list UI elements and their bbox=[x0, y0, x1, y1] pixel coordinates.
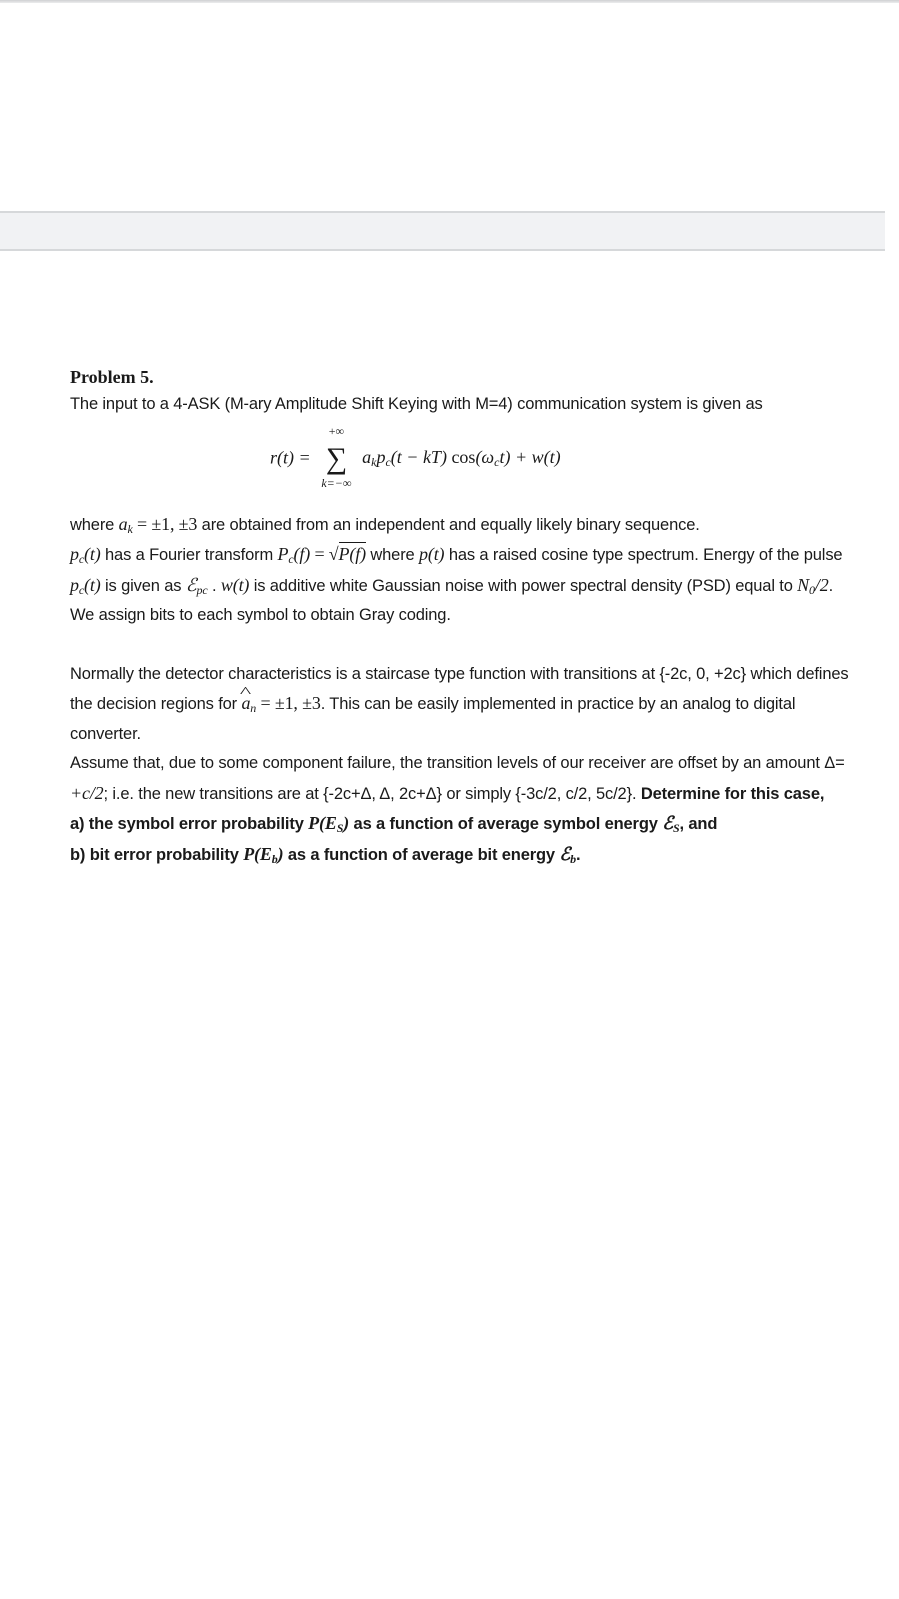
pulse-energy: ℰ$_{pc}$ bbox=[185, 574, 208, 597]
summation: +∞ ∑ k=−∞ bbox=[321, 423, 352, 490]
problem-intro: The input to a 4-ASK (M-ary Amplitude Shift Keying with M=4) communication system is given as bbox=[70, 395, 763, 413]
problem-title: Problem 5. bbox=[70, 367, 154, 387]
received-signal-equation bbox=[70, 420, 870, 510]
paragraph-detector: Normally the detector characteristics is a staircase type function with transitions at {-2c, 0, +2c} which defines the decision regions for ^ $a_n = \pm 1$, ±3. This can be easily implemented in practice by an analog to digital converter. Assume that, due to some component failure, the transition levels of our receiver are offset by an amount Δ= +c/2; i.e. the new transitions are at {-2c+Δ, Δ, 2c+Δ} or simply {-3c/2, c/2, 5c/2}. Determine for this case, a) the symbol error probability $P(E_S)$ as a function of average symbol energy ℰ$_S$, and b) bit error probability $P(E_b)$ as a function of average bit energy ℰ$_b$. bbox=[70, 660, 870, 871]
question-b: b) bit error probability $P(E_b)$ as a function of average bit energy ℰ$_b$. bbox=[70, 843, 581, 866]
paragraph-definitions: where $a_k = \pm 1$, ±3 are obtained from an independent and equally likely binary sequence. $p_c(t)$ has a Fourier transform $P_c(f) = √P(f)$ where p(t) has a raised cosine type spectrum. Energy of the pulse $p_c(t)$ is given as ℰ$_{pc}$ . w(t) is additive white Gaussian noise with power spectral density (PSD) equal to $N_0/2$. We assign bits to each symbol to obtain Gray coding. bbox=[70, 513, 843, 624]
problem-document bbox=[70, 366, 870, 870]
noise-psd: $N_0/2$ bbox=[797, 574, 829, 597]
fourier-transform: $P_c(f) = √P(f)$ bbox=[277, 544, 366, 566]
question-a: a) the symbol error probability $P(E_S)$ as a function of average symbol energy ℰ$_S$, and bbox=[70, 813, 718, 835]
equation-lhs: r(t) = bbox=[270, 446, 311, 467]
top-edge bbox=[0, 0, 899, 3]
ak-values: $a_k = \pm 1$, ±3 bbox=[118, 513, 198, 536]
equation-rhs: $a_kp_c(t - kT) \cos(\omega_ct) + w(t)$ bbox=[362, 446, 561, 469]
page-divider bbox=[0, 211, 885, 251]
